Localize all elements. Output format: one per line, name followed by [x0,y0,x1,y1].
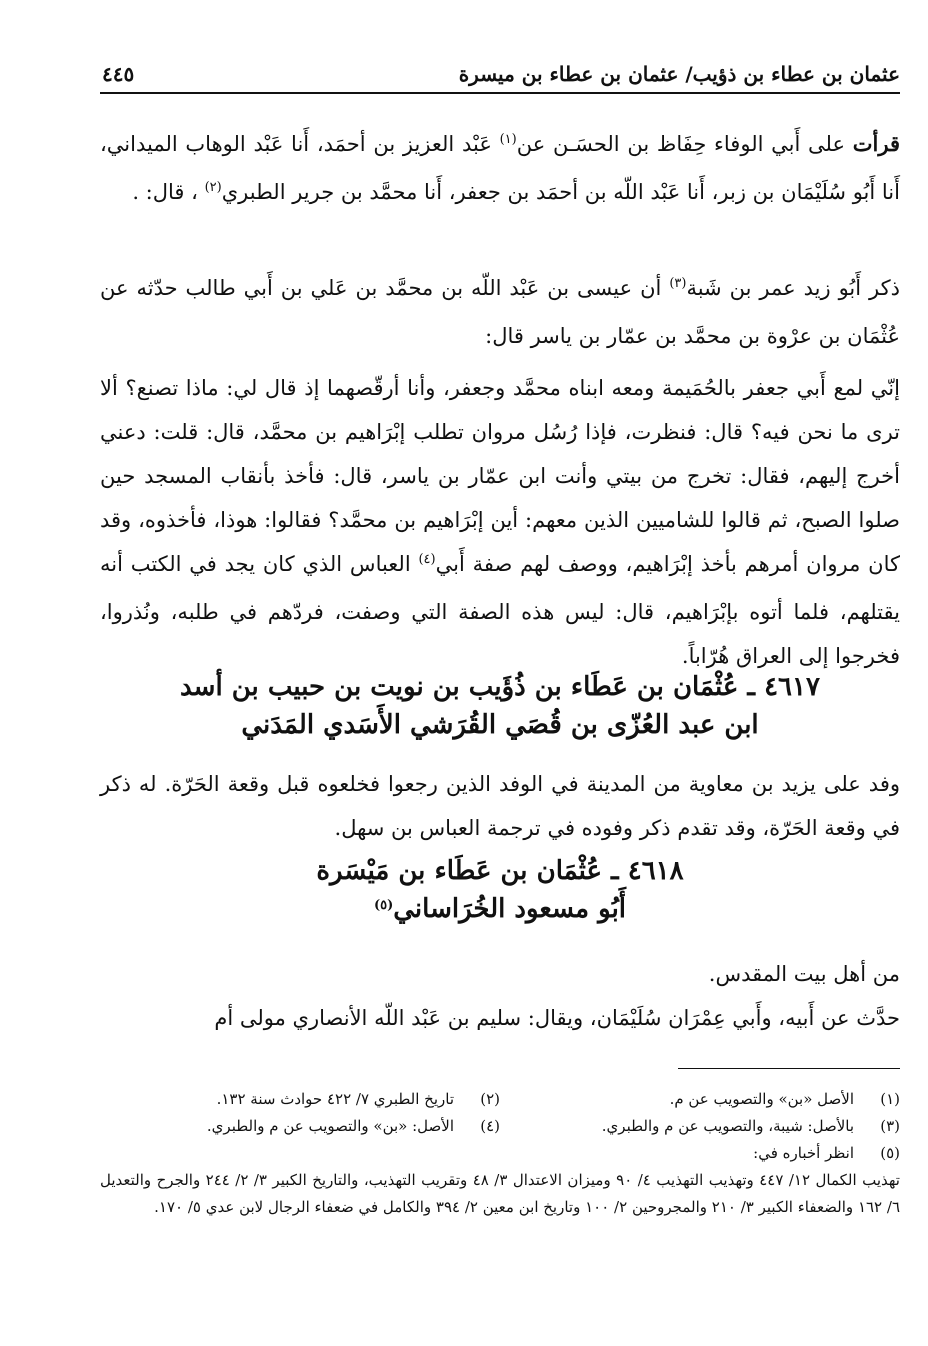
entry-heading-line [100,890,900,933]
entry-heading-4617 [100,668,900,744]
footnote-ref-3: (٣) [669,276,687,291]
paragraph-report [100,266,900,358]
footnote-ref-1: (١) [499,132,517,147]
footnote-3 [500,1113,900,1140]
entry-heading-text: أَبُو مسعود الخُرَاساني [393,894,627,924]
paragraph-text: العباس الذي كان يجد في الكتب أنه يقتلهم، فلما أتوه بإبْرَاهيم، قال: ليس هذه الصفة التي وصفت، فردّهم في طلبه، ونُذروا، فخرجوا إلى العراق هُرّاباً. [100,552,900,668]
paragraph-narrative [100,366,900,678]
entry-heading-line: ابن عبد العُزّى بن قُصَي القُرَشي الأَسَدي المَدَني [241,710,759,740]
paragraph-text: حدَّث عن أَبيه، وأَبي عِمْرَان سُلَيْمَان، ويقال: سليم بن عَبْد اللّه الأنصاري مولى أم [214,1006,900,1030]
paragraph-text: من أهل بيت المقدس. [708,962,900,986]
footnote-text: الأصل «بن» والتصويب عن م. [669,1090,854,1108]
entry-heading-4618 [100,852,900,933]
paragraph-text: وفد على يزيد بن معاوية من المدينة في الوفد الذين رجعوا فخلعوه قبل وقعة الحَرّة. له ذكر في وقعة الحَرّة، وقد تقدم ذكر وفوده في ترجمة العباس بن سهل. [100,772,900,840]
header-title: عثمان بن عطاء بن ذؤيب/ عثمان بن عطاء بن ميسرة [458,62,900,86]
footnote-row [100,1113,900,1140]
footnote-4 [100,1113,500,1140]
paragraph-entry-4618 [100,952,900,1040]
paragraph-text: ، قال: . [132,180,205,204]
paragraph-text: عَبْد العزيز بن أحمَد، أَنا عَبْد الوهاب الميداني، أَنا أَبُو سُلَيْمَان بن زبر، أَنا عَبْد اللّه بن أحمَد بن جعفر، أَنا محمَّد بن جرير الطبري [100,132,900,204]
footnote-number: (٣) [880,1117,900,1135]
page-number: ٤٤٥ [102,62,135,86]
paragraph-text: على أَبي الوفاء حِفَاظ بن الحسَـن عن [516,132,853,156]
footnote-divider [678,1068,900,1069]
footnote-number: (١) [880,1090,900,1108]
footnote-number: (٥) [880,1144,900,1162]
footnote-1 [500,1086,900,1113]
paragraph-isnad [100,122,900,218]
paragraph-text: ذكر أَبُو زيد عمر بن شَبة [686,276,900,300]
footnote-5-sources: تهذيب الكمال ١٢/ ٤٤٧ وتهذيب التهذيب ٤/ ٩٠ وميزان الاعتدال ٣/ ٤٨ وتقريب التهذيب، والتاريخ الكبير ٣/ ٢/ ٢٤٤ والجرح والتعديل ٦/ ١٦٢ والضعفاء الكبير ٣/ ٢١٠ والمجروحين ٢/ ١٠٠ وتاريخ ابن معين ٢/ ٣٩٤ والكامل في ضعفاء الرجال لابن عدي ٥/ ١٧٠. [100,1171,900,1216]
entry-heading-line: ٤٦١٨ ـ عُثْمَان بن عَطَاء بن مَيْسَرة [316,856,684,886]
footnote-row [100,1140,900,1167]
footnotes [100,1086,900,1221]
footnote-text: انظر أخباره في: [753,1144,854,1162]
footnote-ref-5: (٥) [373,898,394,913]
footnote-5 [500,1140,900,1167]
lead-word: قرأت [852,131,900,156]
footnote-ref-4: (٤) [418,552,436,567]
footnote-ref-2: (٢) [204,180,222,195]
paragraph-text: أن عيسى بن عَبْد اللّه بن محمَّد بن عَلي بن أَبي طالب حدّثه عن عُثْمَان بن عرْوة بن محمَّد بن عمّار بن ياسر قال: [100,276,900,348]
footnote-number: (٤) [480,1117,500,1135]
entry-heading-line: ٤٦١٧ ـ عُثْمَان بن عَطَاء بن ذُؤَيب بن نويت بن حبيب بن أسد [180,672,820,702]
paragraph-text: إنّي لمع أَبي جعفر بالحُمَيمة ومعه ابناه محمَّد وجعفر، وأنا أرقّصهما إذ قال لي: ماذا تصنع؟ ألا ترى ما نحن فيه؟ قال: فنظرت، فإذا رُسُل مروان تطلب إبْرَاهيم بن محمَّد، قال: قلت: دعني أخرج إليهم، فقال: تخرج من بيتي وأنت ابن عمّار بن ياسر، قال: فأخذ بأنقاب المسجد حين صلوا الصبح، ثم قالوا للشاميين الذين معهم: أين إبْرَاهيم بن محمَّد؟ فقالوا: هوذا، فأخذوه، وقد كان مروان أمرهم بأخذ إبْرَاهيم، ووصف لهم صفة أَبي [100,376,900,576]
footnote-text: بالأصل: شيبة، والتصويب عن م والطبري. [601,1117,854,1135]
paragraph-entry-4617 [100,762,900,850]
footnote-row [100,1086,900,1113]
footnote-text: تاريخ الطبري ٧/ ٤٢٢ حوادث سنة ١٣٢. [216,1090,454,1108]
footnote-number: (٢) [480,1090,500,1108]
running-header [100,58,900,94]
footnote-2 [100,1086,500,1113]
footnote-text: الأصل: «بن» والتصويب عن م والطبري. [206,1117,454,1135]
